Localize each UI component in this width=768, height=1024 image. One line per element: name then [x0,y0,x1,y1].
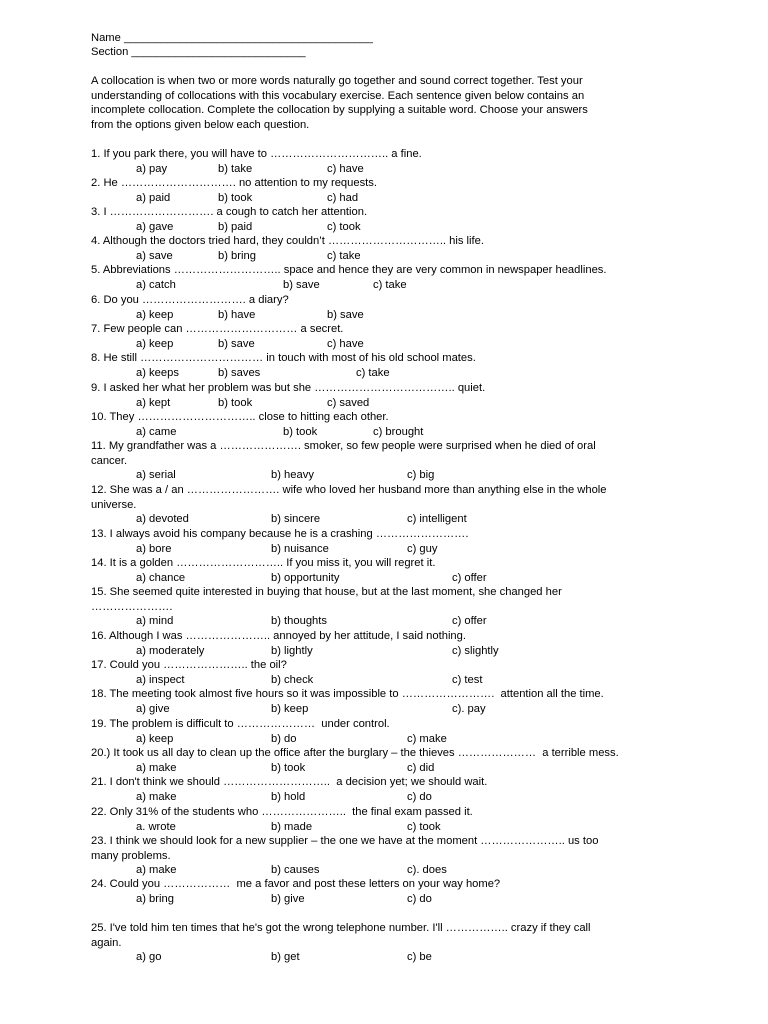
answer-option[interactable]: c). pay [452,702,486,715]
answer-option[interactable]: b) heavy [271,469,314,482]
answer-option[interactable]: b) give [271,892,305,905]
question-text: 11. My grandfather was a …………………. smoker, so few people were surprised when he died of oral [91,440,596,452]
answer-option[interactable]: c) make [407,732,447,745]
answer-option[interactable]: c) take [373,278,407,291]
answer-option[interactable]: a) mind [136,615,174,628]
answer-option[interactable]: b) do [271,732,297,745]
answer-option[interactable]: c) be [407,951,432,964]
answer-option[interactable]: b) keep [271,702,309,715]
answer-option[interactable]: c) have [327,337,364,350]
answer-option[interactable]: c) did [407,761,435,774]
question-text: 24. Could you ……………… me a favor and post these letters on your way home? [91,878,501,890]
answer-option[interactable]: a) save [136,249,173,262]
question-text: 19. The problem is difficult to ………………… under control. [91,718,390,730]
answer-option[interactable]: c) had [327,191,359,204]
answer-option[interactable]: c) take [327,249,361,262]
answer-option[interactable]: a) keep [136,732,174,745]
answer-option[interactable]: a) make [136,790,177,803]
answer-option[interactable]: c) test [452,673,483,686]
question-text: 18. The meeting took almost five hours so it was impossible to ……………………. attention all the time. [91,688,604,700]
answer-option[interactable]: a) serial [136,469,176,482]
answer-option[interactable]: c) do [407,790,432,803]
name-field[interactable]: Name ________________________________________ [91,32,373,44]
answer-option[interactable]: c) guy [407,542,438,555]
answer-option[interactable]: b) bring [218,249,256,262]
answer-option[interactable]: a) bring [136,892,174,905]
question-text: universe. [91,498,137,511]
answer-option[interactable]: b) have [218,308,256,321]
question-text: 2. He …………………………. no attention to my requests. [91,177,377,189]
instructions [91,74,691,132]
answer-option[interactable]: a) devoted [136,513,189,526]
answer-option[interactable]: a) came [136,425,177,438]
answer-option[interactable]: b) made [271,820,313,833]
answer-option[interactable]: c) brought [373,425,424,438]
answer-option[interactable]: b) sincere [271,513,321,526]
question-text: 10. They ………………………….. close to hitting each other. [91,411,389,423]
question-text: 3. I ………………………. a cough to catch her attention. [91,206,368,218]
answer-option[interactable]: b) take [218,162,253,175]
question-text: 23. I think we should look for a new supplier – the one we have at the moment ………………….. us too [91,835,599,847]
question-text: 12. She was a / an ……………………. wife who loved her husband more than anything else in the whole [91,484,607,496]
answer-option[interactable]: a) keep [136,308,174,321]
question-text: 22. Only 31% of the students who ………………….. the final exam passed it. [91,806,473,818]
answer-option[interactable]: c) intelligent [407,513,467,526]
answer-option[interactable]: c) do [407,892,432,905]
question-text: 17. Could you ………………….. the oil? [91,659,287,671]
answer-option[interactable]: a) give [136,702,170,715]
question-text: 13. I always avoid his company because he is a crashing ……………………. [91,528,469,540]
answer-option[interactable]: c) slightly [452,644,499,657]
answer-option[interactable]: c) took [327,220,361,233]
answer-option[interactable]: b) paid [218,220,253,233]
answer-option[interactable]: a) make [136,761,177,774]
question-text: many problems. [91,849,171,862]
answer-option[interactable]: b) get [271,951,300,964]
answer-option[interactable]: c) saved [327,396,370,409]
question-text: 1. If you park there, you will have to ………………………….. a fine. [91,148,422,160]
answer-option[interactable]: a) kept [136,396,171,409]
answer-option[interactable]: a) keep [136,337,174,350]
answer-option[interactable]: b) save [327,308,364,321]
answer-option[interactable]: a) inspect [136,673,185,686]
answer-option[interactable]: a) go [136,951,162,964]
answer-option[interactable]: b) thoughts [271,615,327,628]
question-text: 25. I've told him ten times that he's got the wrong telephone number. I'll …………….. crazy if they call [91,922,591,934]
question-text: 14. It is a golden ……………………….. If you miss it, you will regret it. [91,557,436,569]
answer-option[interactable]: b) saves [218,366,261,379]
question-text: 9. I asked her what her problem was but she ……………………………….. quiet. [91,382,486,394]
answer-option[interactable]: a) gave [136,220,174,233]
section-field[interactable]: Section ____________________________ [91,46,306,58]
answer-option[interactable]: b) took [283,425,318,438]
answer-option[interactable]: a) bore [136,542,172,555]
question-text: 16. Although I was ………………….. annoyed by her attitude, I said nothing. [91,630,466,642]
answer-option[interactable]: c) have [327,162,364,175]
instructions-line: A collocation is when two or more words naturally go together and sound correct together. Test your [91,75,583,87]
question-text: 8. He still …………………………… in touch with most of his old school mates. [91,352,476,364]
answer-option[interactable]: b) took [218,396,253,409]
question-text: 15. She seemed quite interested in buying that house, but at the last moment, she changed her [91,586,562,598]
answer-option[interactable]: c) took [407,820,441,833]
answer-option[interactable]: c) take [356,366,390,379]
question-text: 21. I don't think we should ……………………….. a decision yet; we should wait. [91,776,488,788]
answer-option[interactable]: c) offer [452,615,487,628]
answer-option[interactable]: b) nuisance [271,542,329,555]
answer-option[interactable]: c). does [407,864,447,877]
answer-option[interactable]: b) save [283,278,320,291]
answer-option[interactable]: b) took [271,761,306,774]
answer-option[interactable]: a) chance [136,571,186,584]
answer-option[interactable]: c) big [407,469,435,482]
question-text: 7. Few people can ………………………… a secret. [91,323,344,335]
answer-option[interactable]: a) catch [136,278,176,291]
answer-option[interactable]: a) keeps [136,366,179,379]
question-text: cancer. [91,454,128,467]
question-text: 6. Do you ………………………. a diary? [91,294,289,306]
instructions-line: incomplete collocation. Complete the collocation by supplying a suitable word. Choose your answers [91,104,588,117]
answer-option[interactable]: a) paid [136,191,171,204]
answer-option[interactable]: a) pay [136,162,168,175]
answer-option[interactable]: b) took [218,191,253,204]
answer-option[interactable]: b) hold [271,790,306,803]
instructions-line: from the options given below each question. [91,118,310,131]
instructions-line: understanding of collocations with this vocabulary exercise. Each sentence given below contains an [91,89,585,102]
answer-option[interactable]: b) save [218,337,255,350]
answer-option[interactable]: b) check [271,673,314,686]
answer-option[interactable]: b) opportunity [271,571,340,584]
question-text: 4. Although the doctors tried hard, they couldn’t ………………………….. his life. [91,235,484,247]
answer-option[interactable]: b) causes [271,864,320,877]
question-text: 5. Abbreviations ……………………….. space and hence they are very common in newspaper headlines. [91,264,607,276]
answer-option[interactable]: a) make [136,864,177,877]
answer-option[interactable]: a. wrote [136,820,176,833]
question-text: again. [91,936,122,949]
answer-option[interactable]: a) moderately [136,644,205,657]
answer-option[interactable]: b) lightly [271,644,313,657]
question-text: …………………. [91,600,173,613]
question-text: 20.) It took us all day to clean up the office after the burglary – the thieves ………………… a terrible mess. [91,747,619,759]
answer-option[interactable]: c) offer [452,571,487,584]
